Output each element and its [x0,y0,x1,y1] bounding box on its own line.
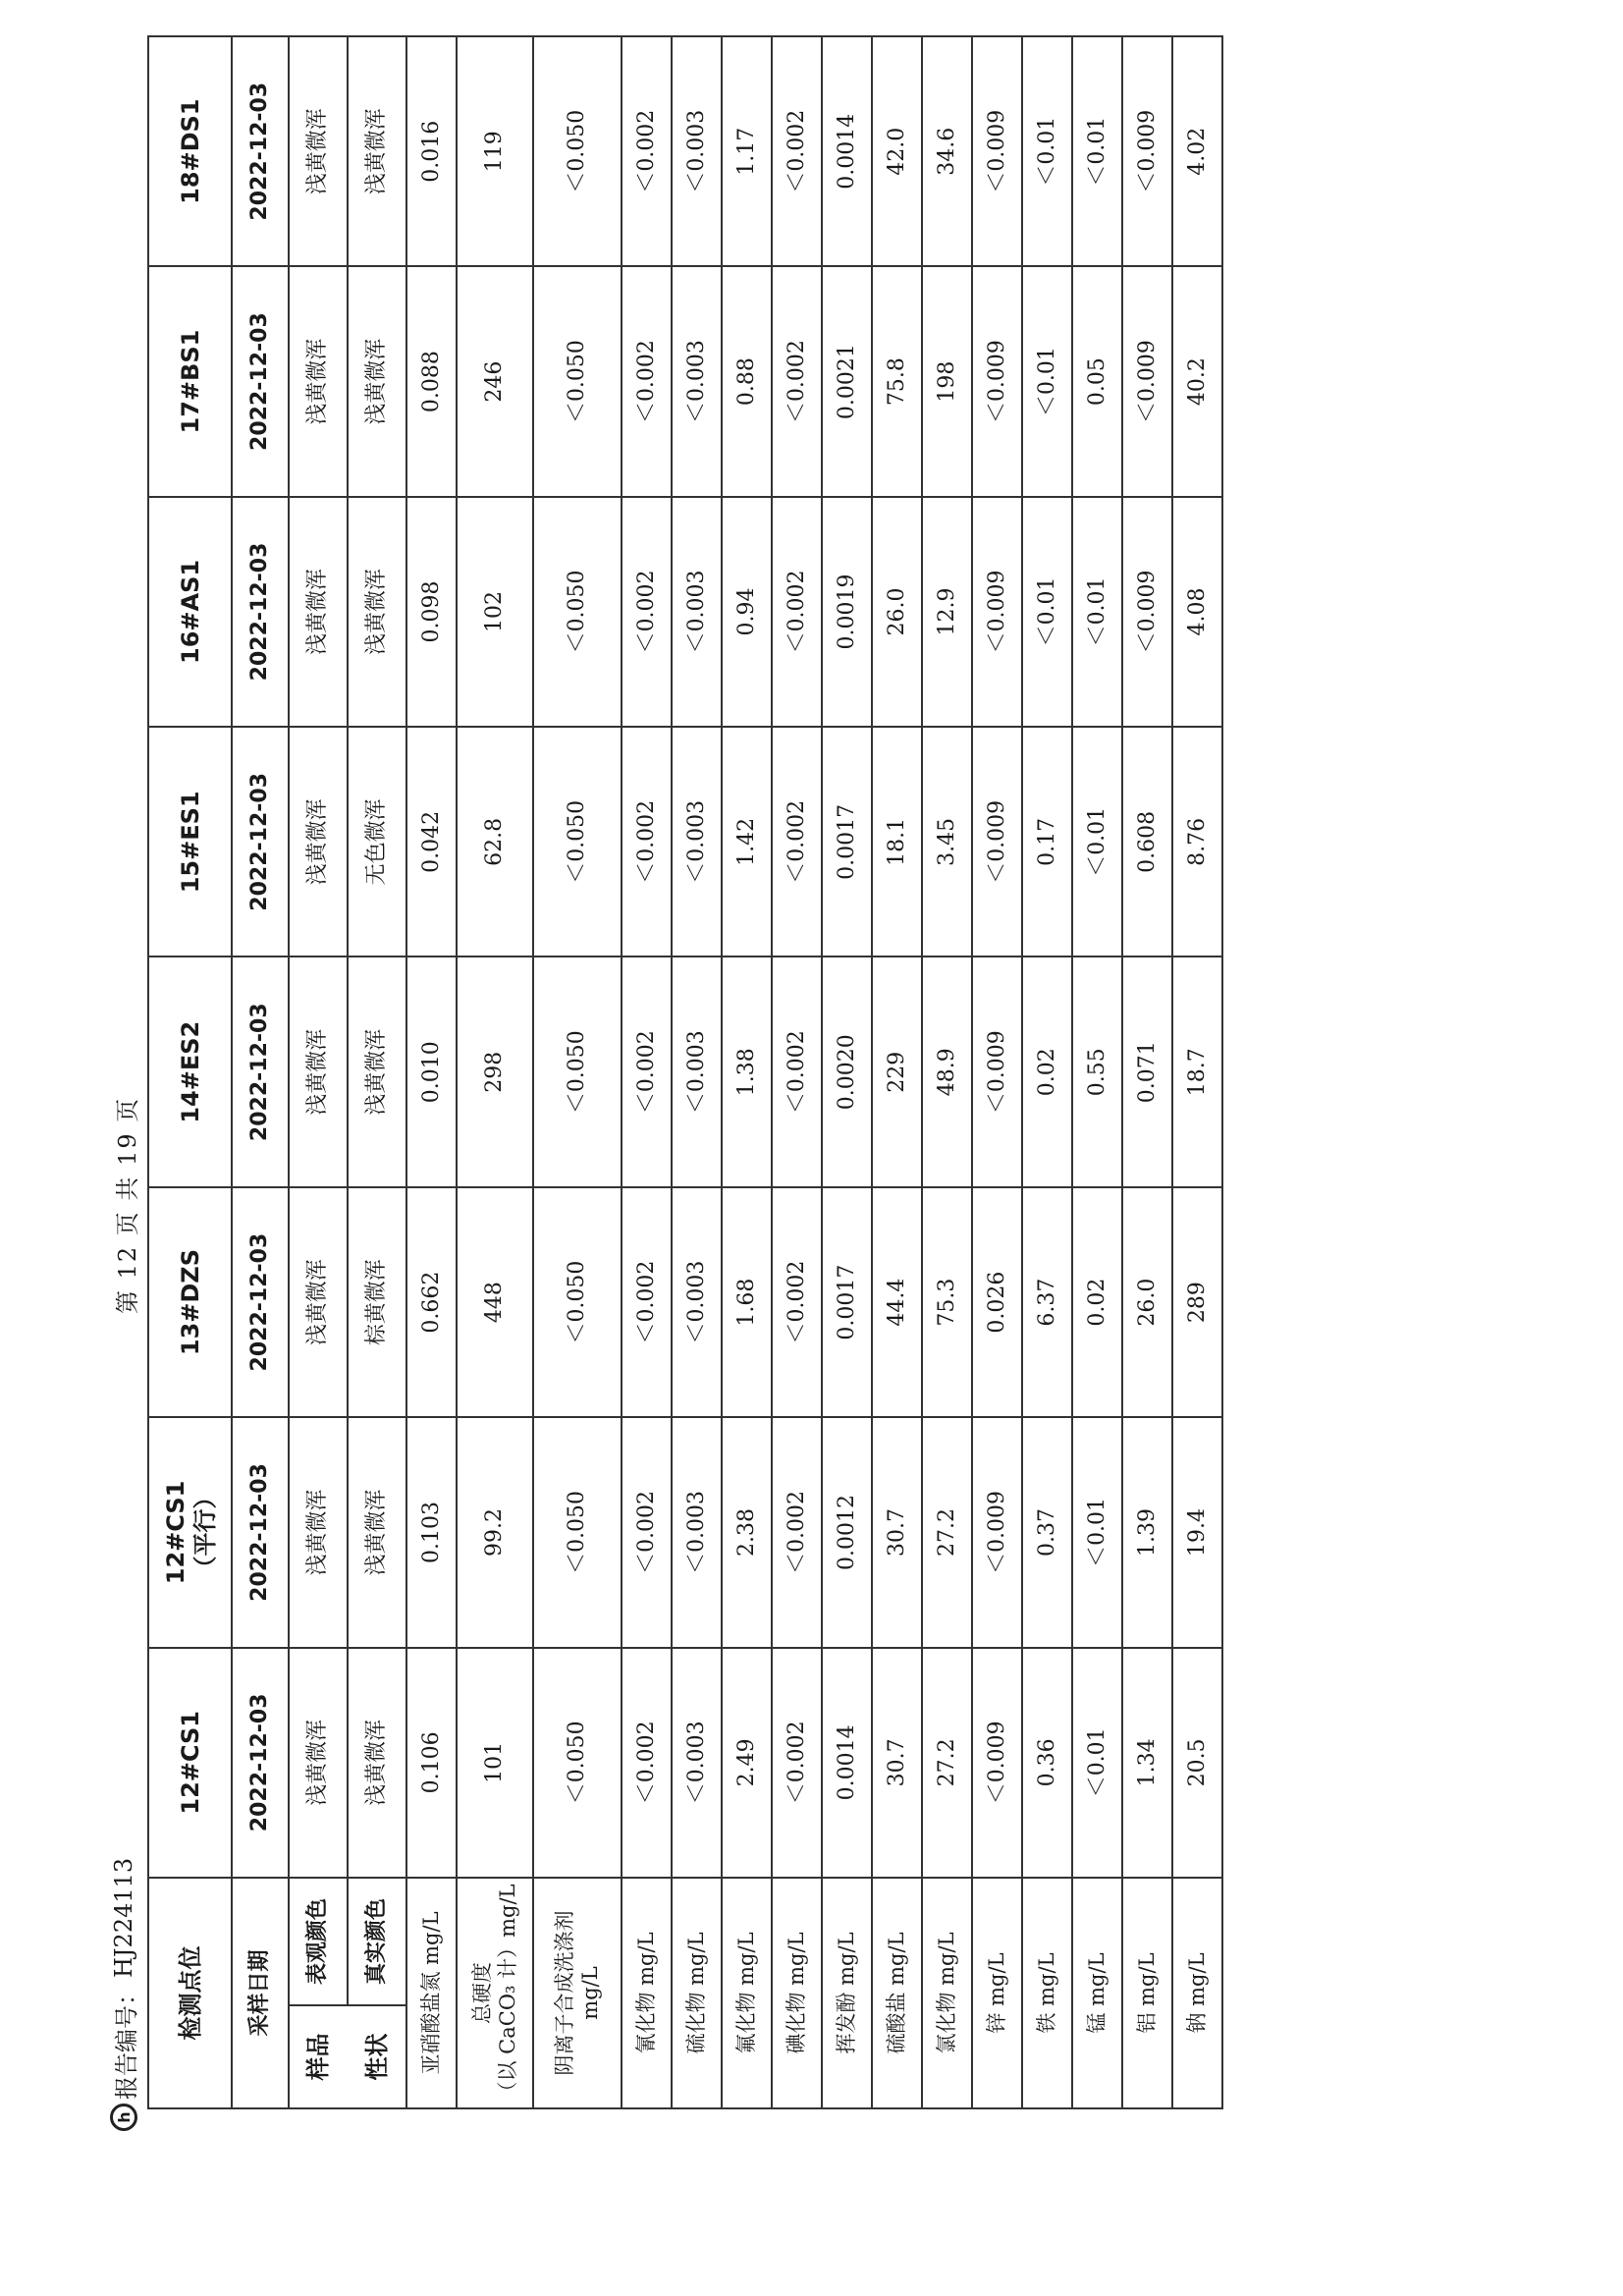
row-label-line: 阴离子合成洗涤剂 [552,1910,576,2076]
table-row [672,36,722,2108]
report-number: HJ224113 [110,1857,137,1978]
row-label-line: 氯化物 mg/L [935,1932,959,2054]
table-cell: ＜0.003 [672,1417,722,1647]
table-cell: ＜0.050 [533,1417,622,1647]
table-cell: ＜0.01 [1022,266,1072,496]
column-name: 12#CS1 [161,1480,189,1585]
table-cell: 浅黄微浑 [348,497,406,727]
table-row [289,36,348,2108]
table-cell: 浅黄微浑 [348,266,406,496]
table-cell: ＜0.009 [1122,497,1172,727]
table-cell: 2022-12-03 [232,1648,289,1878]
table-cell: ＜0.002 [622,266,672,496]
row-label [822,1878,872,2108]
table-cell: 浅黄微浑 [348,1648,406,1878]
table-row [1122,36,1172,2108]
table-cell: 42.0 [872,36,922,266]
table-cell: 0.042 [406,727,457,957]
row-label-line: 碘化物 mg/L [784,1932,809,2054]
table-cell: 浅黄微浑 [348,1417,406,1647]
table-cell: ＜0.050 [533,957,622,1187]
table-cell: ＜0.050 [533,727,622,957]
table-cell: 浅黄微浑 [289,36,348,266]
column-name: 15#ES1 [176,791,204,894]
table-cell: 0.55 [1072,957,1122,1187]
table-cell: 26.0 [872,497,922,727]
table-cell: ＜0.009 [972,957,1022,1187]
table-cell: 无色微浑 [348,727,406,957]
table-cell: 2022-12-03 [232,1417,289,1647]
report-number-label: 报告编号： [112,1982,140,2100]
table-cell: ＜0.050 [533,1648,622,1878]
table-cell: 2022-12-03 [232,266,289,496]
table-cell: 0.010 [406,957,457,1187]
table-cell: ＜0.009 [1122,36,1172,266]
table-cell: 30.7 [872,1417,922,1647]
row-label [622,1878,672,2108]
column-header [148,727,232,957]
row-label [457,1878,533,2108]
table-cell: 44.4 [872,1187,922,1417]
table-cell: ＜0.003 [672,1187,722,1417]
date-row [232,36,289,2108]
table-cell: 0.37 [1022,1417,1072,1647]
row-label-line: 亚硝酸盐氮 mg/L [419,1911,444,2075]
table-cell: 6.37 [1022,1187,1072,1417]
table-cell: 102 [457,497,533,727]
table-cell: 0.0014 [822,36,872,266]
row-label [1172,1878,1222,2108]
table-cell: 1.38 [722,957,772,1187]
table-cell: 棕黄微浑 [348,1187,406,1417]
table-cell: ＜0.01 [1072,1417,1122,1647]
table-cell: ＜0.01 [1022,36,1072,266]
table-cell: 27.2 [922,1648,972,1878]
table-cell: 0.608 [1122,727,1172,957]
column-subtitle: （平行） [190,1485,219,1580]
table-cell: ＜0.002 [772,1417,822,1647]
table-cell: 1.34 [1122,1648,1172,1878]
table-cell: 0.02 [1022,957,1072,1187]
column-name: 13#DZS [176,1249,204,1356]
row-label-line: （以 CaCO₃ 计）mg/L [496,1884,519,2103]
table-cell: ＜0.003 [672,36,722,266]
column-header [148,497,232,727]
row-label-line: 铝 mg/L [1135,1952,1160,2034]
table-cell: 4.02 [1172,36,1222,266]
table-row [348,36,406,2108]
column-header [148,36,232,266]
table-row [622,36,672,2108]
row-label [672,1878,722,2108]
table-cell: 8.76 [1172,727,1222,957]
table-cell: 2.49 [722,1648,772,1878]
table-cell: 浅黄微浑 [289,957,348,1187]
table-cell: 浅黄微浑 [348,36,406,266]
table-cell: ＜0.003 [672,266,722,496]
table-cell: ＜0.002 [772,1187,822,1417]
table-row [1022,36,1072,2108]
table-cell: 浅黄微浑 [289,497,348,727]
row-label [1072,1878,1122,2108]
table-cell: 26.0 [1122,1187,1172,1417]
table-cell: 0.0017 [822,727,872,957]
table-cell: ＜0.002 [772,957,822,1187]
row-label [406,1878,457,2108]
row-label [533,1878,622,2108]
table-cell: 0.016 [406,36,457,266]
row-label: 真实颜色 [348,1878,406,2005]
table-cell: 0.94 [722,497,772,727]
row-label: 采样日期 [232,1878,289,2108]
table-cell: 119 [457,36,533,266]
table-cell: 20.5 [1172,1648,1222,1878]
table-cell: 0.098 [406,497,457,727]
table-cell: ＜0.009 [972,36,1022,266]
row-label-line: 硫化物 mg/L [684,1932,709,2054]
table-cell: ＜0.003 [672,727,722,957]
table-cell: 448 [457,1187,533,1417]
table-cell: 2022-12-03 [232,957,289,1187]
table-cell: ＜0.003 [672,957,722,1187]
table-cell: 1.42 [722,727,772,957]
page-indicator: 第 12 页 共 19 页 [114,1096,141,1314]
table-cell: 19.4 [1172,1417,1222,1647]
table-row [406,36,457,2108]
table-cell: ＜0.01 [1072,727,1122,957]
table-body [232,36,1222,2108]
table-cell: 75.8 [872,266,922,496]
row-label-line: 挥发酚 mg/L [835,1932,859,2054]
row-label [1022,1878,1072,2108]
table-cell: 48.9 [922,957,972,1187]
table-cell: 101 [457,1648,533,1878]
table-cell: ＜0.002 [772,266,822,496]
column-header [148,1187,232,1417]
table-cell: 1.39 [1122,1417,1172,1647]
row-label-line: 硫酸盐 mg/L [885,1932,909,2054]
table-cell: ＜0.01 [1072,1648,1122,1878]
table-cell: ＜0.009 [972,266,1022,496]
column-name: 16#AS1 [176,559,204,664]
column-name: 17#BS1 [176,329,204,434]
table-cell: 浅黄微浑 [289,1648,348,1878]
table-cell: 0.0017 [822,1187,872,1417]
table-cell: 40.2 [1172,266,1222,496]
table-cell: 298 [457,957,533,1187]
table-cell: 0.02 [1072,1187,1122,1417]
table-cell: 27.2 [922,1417,972,1647]
table-cell: 289 [1172,1187,1222,1417]
sample-group-label [289,2005,406,2108]
table-cell: 浅黄微浑 [348,957,406,1187]
table-cell: 2022-12-03 [232,497,289,727]
table-cell: ＜0.002 [622,1187,672,1417]
table-cell: ＜0.01 [1072,497,1122,727]
table-cell: 0.106 [406,1648,457,1878]
table-cell: 0.071 [1122,957,1172,1187]
table-row [872,36,922,2108]
column-header [148,1648,232,1878]
table-cell: 0.0019 [822,497,872,727]
table-cell: ＜0.01 [1072,36,1122,266]
table-cell: 0.05 [1072,266,1122,496]
table-cell: 浅黄微浑 [289,1417,348,1647]
column-header [148,1417,232,1647]
table-cell: 0.0020 [822,957,872,1187]
table-row [722,36,772,2108]
group-label-line: 性状 [363,2033,391,2081]
row-label-line: 铁 mg/L [1035,1952,1059,2034]
column-header [148,266,232,496]
table-cell: 2.38 [722,1417,772,1647]
header-row [148,36,232,2108]
table-cell: 0.103 [406,1417,457,1647]
corner-label: 检测点位 [148,1878,232,2108]
table-cell: 99.2 [457,1417,533,1647]
table-cell: ＜0.002 [772,497,822,727]
row-label-line: 氟化物 mg/L [734,1932,759,2054]
table-cell: ＜0.002 [622,1417,672,1647]
table-cell: 34.6 [922,36,972,266]
table-cell: ＜0.002 [772,727,822,957]
results-table [147,35,1223,2109]
table-cell: 1.17 [722,36,772,266]
table-row [822,36,872,2108]
row-label: 表观颜色 [289,1878,348,2005]
table-cell: ＜0.002 [772,36,822,266]
row-label-line: 总硬度 [469,1962,494,2024]
table-cell: 18.1 [872,727,922,957]
table-cell: 0.026 [972,1187,1022,1417]
row-label-line: 钠 mg/L [1185,1952,1210,2034]
table-cell: 浅黄微浑 [289,727,348,957]
table-cell: ＜0.002 [622,727,672,957]
table-row [772,36,822,2108]
table-cell: 12.9 [922,497,972,727]
table-cell: 229 [872,957,922,1187]
row-label [972,1878,1022,2108]
row-label-line: 锌 mg/L [985,1952,1009,2034]
column-name: 14#ES2 [176,1020,204,1123]
table-cell: 0.0014 [822,1648,872,1878]
table-cell: 246 [457,266,533,496]
table-cell: 浅黄微浑 [289,266,348,496]
row-label-line: 氰化物 mg/L [634,1932,659,2054]
table-cell: ＜0.050 [533,497,622,727]
table-cell: 0.0021 [822,266,872,496]
table-cell: 1.68 [722,1187,772,1417]
company-logo-icon: h [110,2104,137,2131]
table-cell: 4.08 [1172,497,1222,727]
table-cell: 0.088 [406,266,457,496]
table-cell: ＜0.002 [622,497,672,727]
table-cell: 30.7 [872,1648,922,1878]
table-cell: 18.7 [1172,957,1222,1187]
table-row [972,36,1022,2108]
row-label [872,1878,922,2108]
table-row [1172,36,1222,2108]
table-cell: ＜0.003 [672,497,722,727]
column-name: 18#DS1 [176,98,204,204]
group-label-line: 样品 [304,2033,332,2081]
table-cell: ＜0.002 [622,957,672,1187]
table-cell: ＜0.050 [533,266,622,496]
table-row [1072,36,1122,2108]
table-cell: ＜0.050 [533,1187,622,1417]
table-cell: ＜0.009 [972,1648,1022,1878]
table-cell: 0.17 [1022,727,1072,957]
table-cell: 浅黄微浑 [289,1187,348,1417]
table-cell: ＜0.002 [772,1648,822,1878]
row-label [1122,1878,1172,2108]
table-cell: ＜0.003 [672,1648,722,1878]
table-cell: 2022-12-03 [232,1187,289,1417]
table-cell: ＜0.002 [622,1648,672,1878]
table-cell: ＜0.009 [972,727,1022,957]
table-cell: 62.8 [457,727,533,957]
table-cell: 2022-12-03 [232,36,289,266]
row-label [772,1878,822,2108]
row-label-line: 锰 mg/L [1085,1952,1109,2034]
column-header [148,957,232,1187]
table-cell: 198 [922,266,972,496]
row-label [922,1878,972,2108]
table-cell: 75.3 [922,1187,972,1417]
row-label [722,1878,772,2108]
table-cell: 2022-12-03 [232,727,289,957]
table-cell: ＜0.009 [972,497,1022,727]
table-cell: 0.0012 [822,1417,872,1647]
table-cell: 3.45 [922,727,972,957]
table-row [457,36,533,2108]
table-cell: 0.36 [1022,1648,1072,1878]
table-cell: ＜0.009 [1122,266,1172,496]
table-cell: 0.662 [406,1187,457,1417]
table-cell: ＜0.002 [622,36,672,266]
table-row [922,36,972,2108]
table-cell: 0.88 [722,266,772,496]
row-label-line: mg/L [578,1966,602,2020]
table-cell: ＜0.009 [972,1417,1022,1647]
column-name: 12#CS1 [176,1711,204,1815]
report-header [104,1858,143,2131]
table-row [533,36,622,2108]
table-cell: ＜0.01 [1022,497,1072,727]
table-cell: ＜0.050 [533,36,622,266]
